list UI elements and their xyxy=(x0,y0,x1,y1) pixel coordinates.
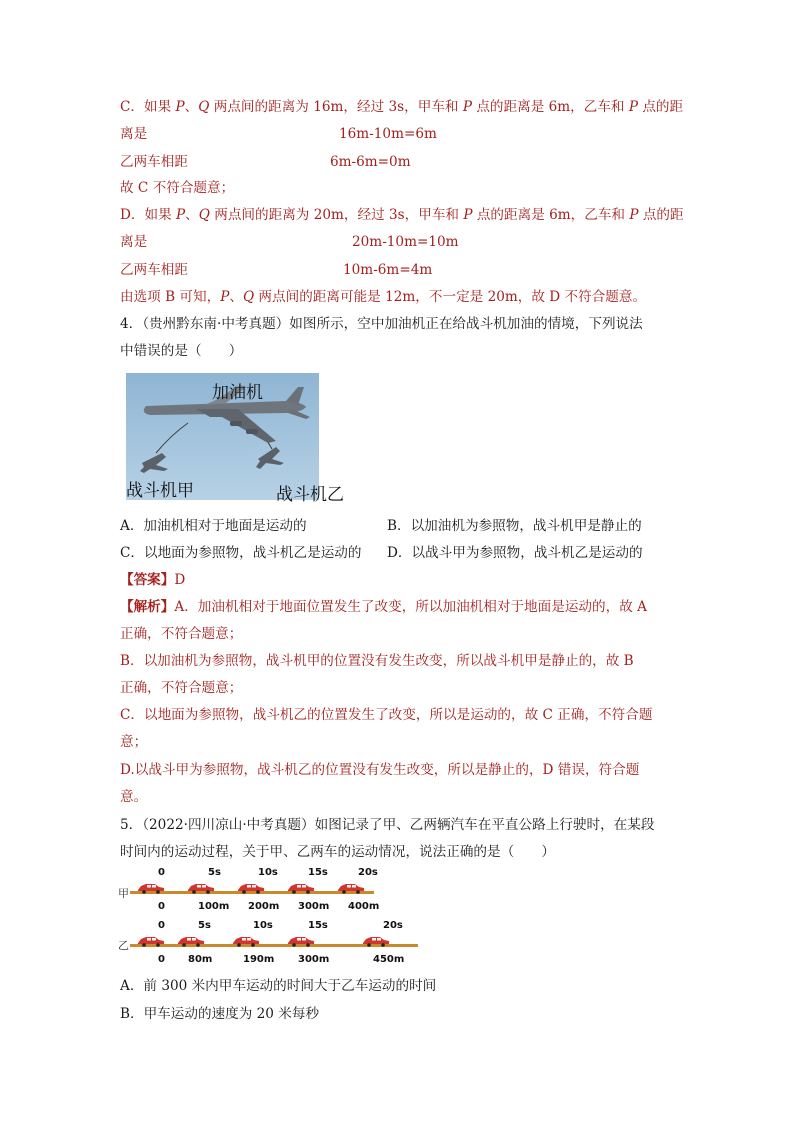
text-segment: 两点间的距离可能是 12m，不一定是 20m，故 D 不符合题意。 xyxy=(254,289,647,305)
car-yi-3 xyxy=(286,932,316,944)
q4-analysis-line8: 意。 xyxy=(120,789,148,805)
label-fighter-a: 战斗机甲 xyxy=(126,481,194,501)
q4-option-a: A．加油机相对于地面是运动的 xyxy=(120,518,307,534)
point-p: P xyxy=(463,207,473,223)
text-segment: 两点间的距离为 20m，经过 3s，甲车和 xyxy=(209,207,464,223)
option-d-line3: 乙两车相距 xyxy=(120,262,188,278)
time-label-jia-2: 10s xyxy=(258,867,278,878)
q4-option-c: C．以地面为参照物，战斗机乙是运动的 xyxy=(120,545,362,561)
distance-label-yi-3: 300m xyxy=(298,954,330,965)
text-segment: 、 xyxy=(229,289,243,305)
q5-stem-line1: 5．（2022·四川凉山·中考真题）如图记录了甲、乙两辆汽车在平直公路上行驶时，在某段 xyxy=(120,817,655,833)
option-d-equation1: 20m-10m=10m xyxy=(352,234,459,250)
text-segment: D．如果 xyxy=(120,207,177,223)
q4-option-d: D．以战斗甲为参照物，战斗机乙是运动的 xyxy=(387,545,643,561)
distance-label-yi-0: 0 xyxy=(158,954,165,965)
option-d-line1 xyxy=(120,205,684,225)
label-fighter-b: 战斗机乙 xyxy=(276,485,344,505)
point-p: P xyxy=(176,207,186,223)
car-yi-0 xyxy=(136,932,166,944)
text-segment: 两点间的距离为 16m，经过 3s，甲车和 xyxy=(209,99,463,115)
option-c-equation1: 16m-10m=6m xyxy=(339,126,437,142)
option-c-equation2: 6m-6m=0m xyxy=(330,154,411,170)
label-tanker: 加油机 xyxy=(212,383,263,403)
point-q: Q xyxy=(198,207,210,223)
text-segment: C．如果 xyxy=(120,99,176,115)
refueling-photo xyxy=(126,373,344,505)
row-name-yi: 乙 xyxy=(118,939,129,952)
text-segment: 点的距离是 6m，乙车和 xyxy=(472,99,629,115)
q4-answer xyxy=(120,570,185,590)
analysis-text: A．加油机相对于地面位置发生了改变，所以加油机相对于地面是运动的，故 A xyxy=(174,599,647,615)
car-jia-0 xyxy=(136,879,166,891)
text-segment: 点的距 xyxy=(638,207,684,223)
time-label-yi-2: 10s xyxy=(253,920,273,931)
car-jia-1 xyxy=(186,879,216,891)
q4-stem-line2: 中错误的是（ ） xyxy=(120,343,243,359)
q4-analysis-line6: 意； xyxy=(120,734,148,750)
q4-analysis-line5: C．以地面为参照物，战斗机乙的位置发生了改变，所以是运动的，故 C 正确，不符合题 xyxy=(120,707,653,723)
point-p: P xyxy=(628,99,639,115)
point-q: Q xyxy=(242,289,255,305)
time-label-yi-4: 20s xyxy=(383,920,403,931)
answer-value: D xyxy=(174,572,186,588)
q4-analysis-line1 xyxy=(120,597,647,617)
distance-label-yi-2: 190m xyxy=(243,954,275,965)
point-p: P xyxy=(175,99,185,115)
text-segment: 点的距离是 6m，乙车和 xyxy=(472,207,630,223)
distance-label-jia-3: 300m xyxy=(298,901,330,912)
car-jia-2 xyxy=(236,879,266,891)
q4-analysis-line7: D.以战斗甲为参照物，战斗机乙的位置没有发生改变，所以是静止的，D 错误，符合题 xyxy=(120,762,640,778)
distance-label-yi-1: 80m xyxy=(188,954,213,965)
time-label-jia-3: 15s xyxy=(308,867,328,878)
time-label-yi-1: 5s xyxy=(198,920,211,931)
distance-label-jia-4: 400m xyxy=(348,901,380,912)
time-label-jia-4: 20s xyxy=(358,867,378,878)
car-motion-diagram xyxy=(116,865,436,980)
distance-label-jia-2: 200m xyxy=(248,901,280,912)
q4-analysis-line2: 正确，不符合题意； xyxy=(120,626,243,642)
option-d-conclusion xyxy=(120,287,646,307)
distance-label-yi-4: 450m xyxy=(373,954,405,965)
option-c-line2: 离是 xyxy=(120,126,148,142)
point-q: Q xyxy=(198,99,210,115)
car-yi-2 xyxy=(231,932,261,944)
time-label-yi-0: 0 xyxy=(158,920,165,931)
distance-label-jia-0: 0 xyxy=(158,901,165,912)
q4-analysis-line3: B．以加油机为参照物，战斗机甲的位置没有发生改变，所以战斗机甲是静止的，故 B xyxy=(120,653,634,669)
time-label-jia-1: 5s xyxy=(208,867,221,878)
point-p: P xyxy=(629,207,639,223)
point-p: P xyxy=(462,99,472,115)
car-jia-4 xyxy=(336,879,366,891)
car-jia-3 xyxy=(286,879,316,891)
text-segment: 由选项 B 可知， xyxy=(120,289,221,305)
time-label-yi-3: 15s xyxy=(308,920,328,931)
option-d-line2: 离是 xyxy=(120,234,148,250)
option-c-line3: 乙两车相距 xyxy=(120,154,188,170)
option-d-equation2: 10m-6m=4m xyxy=(343,262,433,278)
car-yi-1 xyxy=(176,932,206,944)
car-yi-4 xyxy=(361,932,391,944)
option-c-line1 xyxy=(120,97,683,117)
text-segment: 点的距 xyxy=(638,99,684,115)
option-c-line4: 故 C 不符合题意； xyxy=(120,180,235,196)
q4-option-b: B．以加油机为参照物，战斗机甲是静止的 xyxy=(387,518,642,534)
time-label-jia-0: 0 xyxy=(158,867,165,878)
text-segment: 、 xyxy=(185,207,199,223)
distance-label-jia-1: 100m xyxy=(198,901,230,912)
q5-option-b: B．甲车运动的速度为 20 米每秒 xyxy=(120,1006,320,1022)
analysis-tag: 【解析】 xyxy=(120,599,175,615)
q5-option-a: A．前 300 米内甲车运动的时间大于乙车运动的时间 xyxy=(120,978,437,994)
text-segment: 、 xyxy=(184,99,199,115)
q4-analysis-line4: 正确，不符合题意； xyxy=(120,680,243,696)
q4-stem-line1: 4．（贵州黔东南·中考真题）如图所示，空中加油机正在给战斗机加油的情境，下列说法 xyxy=(120,316,643,332)
q5-stem-line2: 时间内的运动过程，关于甲、乙两车的运动情况，说法正确的是（ ） xyxy=(120,844,555,860)
point-p: P xyxy=(220,289,230,305)
row-name-jia: 甲 xyxy=(118,887,129,900)
answer-tag: 【答案】 xyxy=(120,572,175,588)
